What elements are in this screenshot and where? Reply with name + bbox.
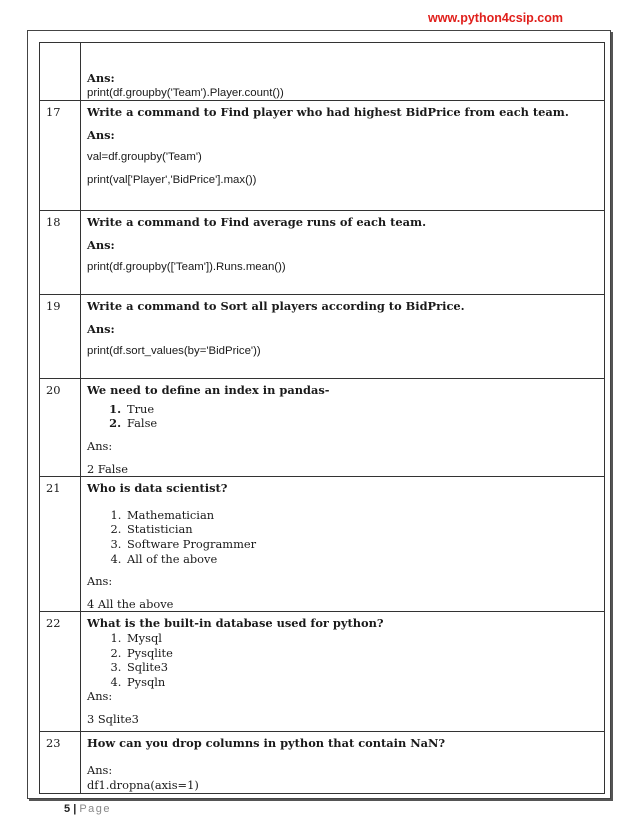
answer-label: Ans: xyxy=(87,127,115,142)
question-text: Write a command to Sort all players according to BidPrice. xyxy=(87,299,465,314)
answer-label: Ans: xyxy=(87,762,113,777)
options-list xyxy=(87,508,600,566)
question-number: 17 xyxy=(40,101,81,211)
question-text: Write a command to Find player who had highest BidPrice from each team. xyxy=(87,105,569,120)
page-label: Page xyxy=(79,803,112,815)
answer-code: print(df.groupby('Team').Player.count()) xyxy=(87,86,284,99)
answer-code: val=df.groupby('Team') xyxy=(87,151,202,164)
options-list xyxy=(87,402,600,431)
answer-code: print(df.sort_values(by='BidPrice')) xyxy=(87,345,261,358)
question-number: 20 xyxy=(40,379,81,477)
answer-text: df1.dropna(axis=1) xyxy=(87,777,199,792)
answer-code: print(val['Player','BidPrice'].max()) xyxy=(87,173,257,186)
option-item: 3. Sqlite3 xyxy=(125,660,600,675)
table-row xyxy=(40,612,605,732)
table-row xyxy=(40,379,605,477)
option-item: 1. Mathematician xyxy=(125,508,600,523)
table-row xyxy=(40,295,605,379)
option-item: 2. Statistician xyxy=(125,522,600,537)
page-footer xyxy=(64,803,111,815)
answer-label: Ans: xyxy=(87,321,115,336)
question-text: Who is data scientist? xyxy=(87,481,228,496)
answer-text: 3 Sqlite3 xyxy=(87,711,139,726)
table-row xyxy=(40,477,605,612)
answer-text: 2 False xyxy=(87,461,129,476)
answer-label: Ans: xyxy=(87,574,113,589)
question-text: Write a command to Find average runs of each team. xyxy=(87,215,427,230)
option-item: 4. All of the above xyxy=(125,552,600,567)
answer-label: Ans: xyxy=(87,438,113,453)
question-number: 23 xyxy=(40,732,81,794)
qa-table xyxy=(39,42,605,794)
option-item: 4. Pysqln xyxy=(125,675,600,690)
question-number: 19 xyxy=(40,295,81,379)
options-list xyxy=(87,631,600,689)
question-number xyxy=(40,43,81,101)
option-item: 2. False xyxy=(125,416,600,431)
question-number: 18 xyxy=(40,211,81,295)
option-item: 1. True xyxy=(125,402,600,417)
option-item: 1. Mysql xyxy=(125,631,600,646)
table-row xyxy=(40,211,605,295)
answer-label: Ans: xyxy=(87,71,115,85)
table-row xyxy=(40,43,605,101)
option-item: 2. Pysqlite xyxy=(125,646,600,661)
answer-code: print(df.groupby(['Team']).Runs.mean()) xyxy=(87,261,286,274)
site-url-link[interactable]: www.python4csip.com xyxy=(428,11,563,25)
table-row xyxy=(40,732,605,794)
page-number: 5 xyxy=(64,803,71,815)
question-number: 21 xyxy=(40,477,81,612)
question-number: 22 xyxy=(40,612,81,732)
option-item: 3. Software Programmer xyxy=(125,537,600,552)
question-text: We need to define an index in pandas- xyxy=(87,383,330,398)
question-text: How can you drop columns in python that contain NaN? xyxy=(87,736,446,751)
question-text: What is the built-in database used for python? xyxy=(87,616,384,631)
table-row xyxy=(40,101,605,211)
answer-label: Ans: xyxy=(87,689,113,704)
footer-separator: | xyxy=(73,803,77,815)
answer-text: 4 All the above xyxy=(87,596,174,611)
answer-label: Ans: xyxy=(87,237,115,252)
